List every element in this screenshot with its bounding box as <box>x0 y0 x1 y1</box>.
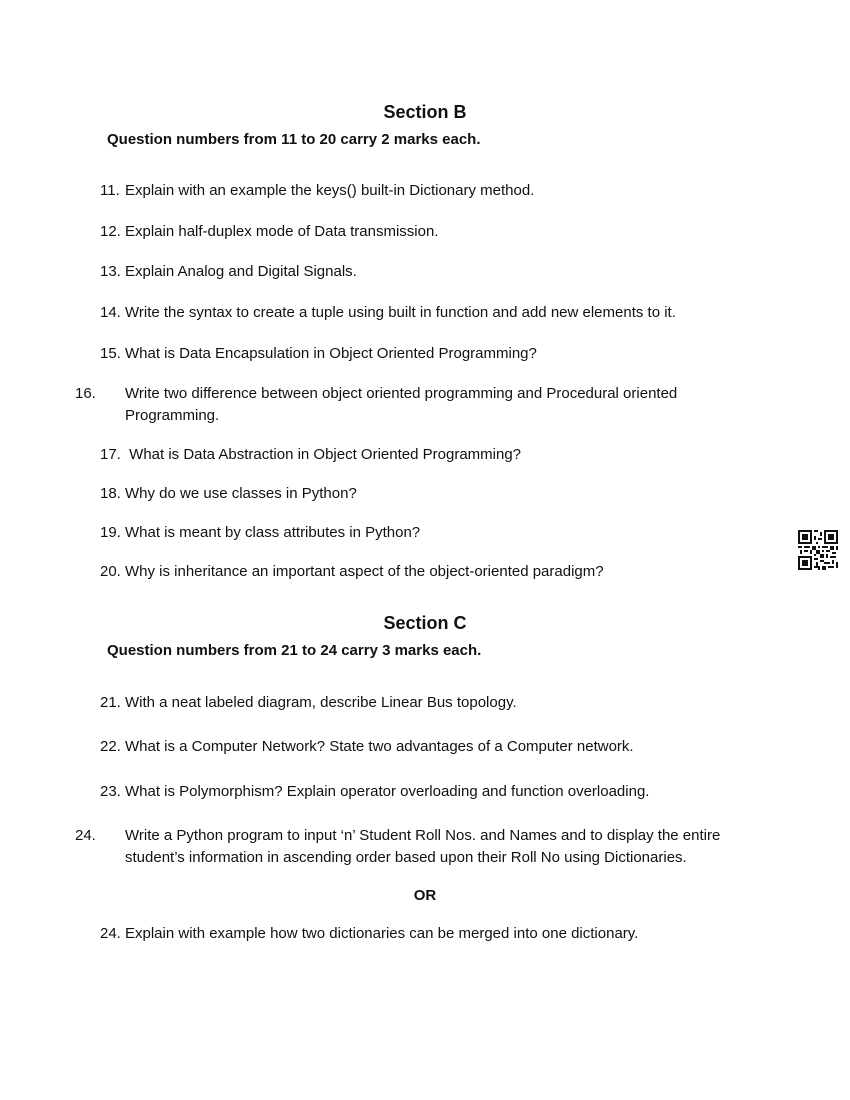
question-text: Why do we use classes in Python? <box>125 485 357 502</box>
question-text: Explain half-duplex mode of Data transmission. <box>125 223 439 240</box>
or-label: OR <box>413 887 437 904</box>
section-b-subtitle: Question numbers from 11 to 20 carry 2 marks each. <box>107 131 481 148</box>
question-text: Explain with example how two dictionaries can be merged into one dictionary. <box>125 925 639 942</box>
question-17 <box>100 444 760 466</box>
question-number: 23. <box>100 783 121 800</box>
question-text: What is a Computer Network? State two advantages of a Computer network. <box>125 738 634 755</box>
question-15 <box>100 343 760 365</box>
question-number: 13. <box>100 263 121 280</box>
question-22 <box>100 736 760 758</box>
question-11 <box>100 180 760 202</box>
question-number: 21. <box>100 694 121 711</box>
question-20 <box>100 561 760 583</box>
question-text: Write the syntax to create a tuple using built in function and add new elements to it. <box>125 304 676 321</box>
section-b-title: Section B <box>383 102 467 122</box>
question-16 <box>75 383 765 427</box>
question-number: 12. <box>100 223 121 240</box>
question-text: Why is inheritance an important aspect of the object-oriented paradigm? <box>125 563 604 580</box>
question-number: 24. <box>75 827 96 844</box>
question-text: What is Data Abstraction in Object Oriented Programming? <box>125 446 522 463</box>
question-12 <box>100 221 760 243</box>
question-text: With a neat labeled diagram, describe Linear Bus topology. <box>125 694 517 711</box>
question-text: Write a Python program to input ‘n’ Student Roll Nos. and Names and to display the entire student’s information in ascending order based upon their Roll No using Dictionaries. <box>125 827 721 866</box>
question-text: What is Polymorphism? Explain operator overloading and function overloading. <box>125 783 650 800</box>
question-text: Explain with an example the keys() built-in Dictionary method. <box>125 182 535 199</box>
qr-code-icon <box>798 530 838 570</box>
question-text: Explain Analog and Digital Signals. <box>125 263 357 280</box>
question-number: 14. <box>100 304 121 321</box>
question-number: 22. <box>100 738 121 755</box>
question-number: 11. <box>100 182 120 199</box>
section-c-subtitle: Question numbers from 21 to 24 carry 3 marks each. <box>107 642 482 659</box>
question-number: 17. <box>100 446 121 463</box>
question-24 <box>75 825 775 869</box>
section-c-title: Section C <box>383 613 467 633</box>
question-text: What is Data Encapsulation in Object Oriented Programming? <box>125 345 537 362</box>
question-number: 16. <box>75 385 96 402</box>
question-number: 24. <box>100 925 121 942</box>
question-24-alt <box>100 923 760 945</box>
question-19 <box>100 522 760 544</box>
question-text: Write two difference between object oriented programming and Procedural oriented Programming. <box>125 385 678 424</box>
question-number: 15. <box>100 345 121 362</box>
question-number: 18. <box>100 485 121 502</box>
question-number: 19. <box>100 524 121 541</box>
question-18 <box>100 483 760 505</box>
question-14 <box>100 302 760 324</box>
question-21 <box>100 692 760 714</box>
question-text: What is meant by class attributes in Python? <box>125 524 421 541</box>
question-23 <box>100 781 760 803</box>
question-13 <box>100 261 760 283</box>
question-number: 20. <box>100 563 121 580</box>
